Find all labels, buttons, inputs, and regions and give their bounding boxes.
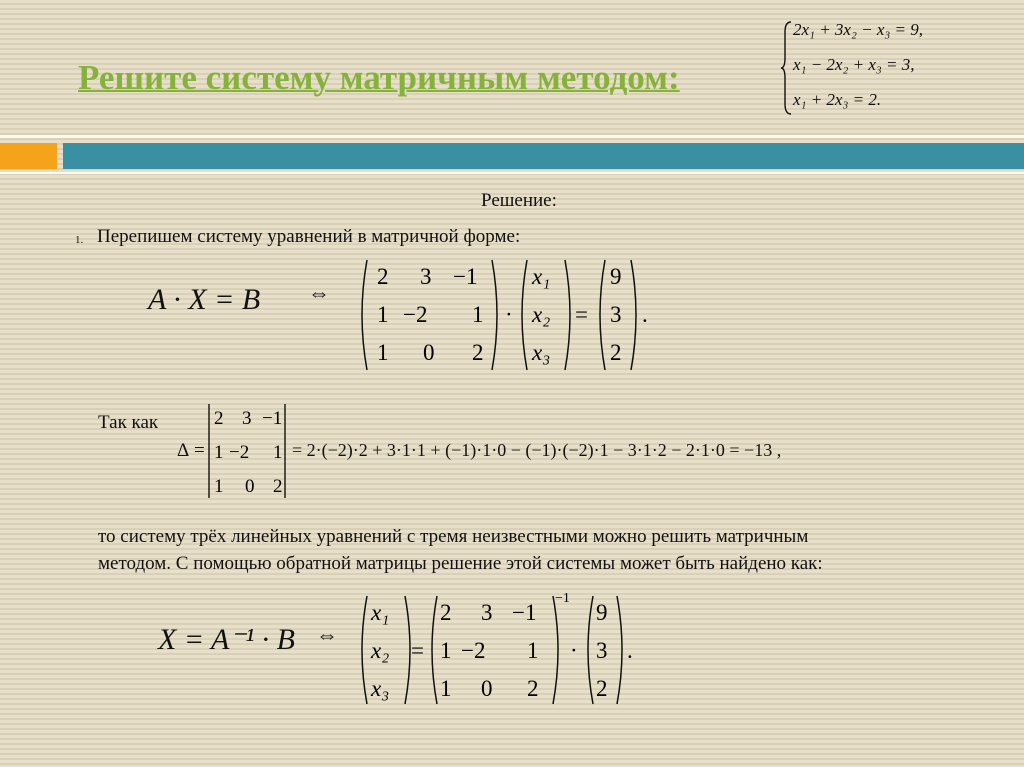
vector-b-cell: 2 <box>610 340 622 365</box>
slide-title: Решите систему матричным методом: <box>78 58 680 97</box>
vector-x-cell: x₃ <box>532 340 551 365</box>
accent-bar-teal <box>63 143 1024 169</box>
dot-operator: · <box>570 638 578 663</box>
vector-x-left-paren <box>362 596 367 704</box>
vector-b-right-paren <box>631 260 636 370</box>
det-cell: 1 <box>273 442 283 463</box>
equals-sign: = <box>194 440 205 461</box>
det-cell: −1 <box>262 408 283 429</box>
vector-x-cell: x₂ <box>532 302 551 327</box>
matrix-a-cell: −1 <box>453 264 478 289</box>
det-cell: 0 <box>245 476 255 497</box>
matrix-a-cell: −1 <box>512 600 537 625</box>
matrix-a-cell: 1 <box>440 676 452 701</box>
matrix-a-cell: 1 <box>527 638 539 663</box>
matrix-equation: A · X = B <box>148 283 261 316</box>
conclusion-line-1: то систему трёх линейных уравнений с тремя неизвестными можно решить матричным <box>98 526 809 547</box>
matrix-a-cell: 1 <box>440 638 452 663</box>
solution-heading: Решение: <box>481 190 557 211</box>
matrix-a-cell: 0 <box>423 340 435 365</box>
inverse-equation: X = A⁻¹ · B <box>158 623 296 656</box>
matrix-a-cell: 1 <box>377 302 389 327</box>
accent-bar-orange <box>0 143 57 169</box>
inverse-exponent: −1 <box>555 591 570 606</box>
det-cell: 2 <box>214 408 224 429</box>
vector-x-cell: x₂ <box>371 638 390 663</box>
vector-b-cell: 2 <box>596 676 608 701</box>
vector-x-cell: x₁ <box>532 264 551 289</box>
vector-b-cell: 9 <box>596 600 608 625</box>
matrix-a-cell: 2 <box>440 600 452 625</box>
matrix-a-cell: −2 <box>403 302 428 327</box>
step-number: 1. <box>75 234 84 246</box>
equivalence-icon: ⇔ <box>316 622 338 647</box>
inverse-matrix-form <box>355 590 645 710</box>
matrix-a-cell: 2 <box>377 264 389 289</box>
divider-line-lower <box>0 172 1024 174</box>
matrix-a-left-paren <box>432 596 437 704</box>
matrix-a-right-paren <box>553 596 558 704</box>
matrix-a-cell: 3 <box>481 600 493 625</box>
vector-x-cell: x₁ <box>371 600 390 625</box>
matrix-a-cell: 2 <box>527 676 539 701</box>
det-cell: 1 <box>214 442 224 463</box>
vector-x-cell: x₃ <box>371 676 390 701</box>
equivalence-icon: ⇔ <box>308 280 330 305</box>
conclusion-line-2: методом. С помощью обратной матрицы решение этой системы может быть найдено как: <box>98 553 823 574</box>
matrix-a-cell: −2 <box>461 638 486 663</box>
vector-x-right-paren <box>405 596 410 704</box>
det-cell: 2 <box>273 476 283 497</box>
since-text: Так как <box>98 412 159 433</box>
period: . <box>642 302 648 327</box>
vector-b-left-paren <box>588 596 593 704</box>
equation-system <box>781 18 971 118</box>
matrix-a-cell: 0 <box>481 676 493 701</box>
matrix-a-cell: 1 <box>377 340 389 365</box>
det-cell: −2 <box>229 442 250 463</box>
divider-line <box>0 135 1024 138</box>
det-cell: 1 <box>214 476 224 497</box>
determinant-matrix <box>205 402 290 500</box>
equation-3: x₁ + 2x₃ = 2. <box>793 90 882 109</box>
matrix-a-cell: 2 <box>472 340 484 365</box>
vector-b-cell: 3 <box>610 302 622 327</box>
matrix-a-cell: 3 <box>420 264 432 289</box>
vector-b-left-paren <box>600 260 605 370</box>
vector-b-right-paren <box>617 596 622 704</box>
equals-sign: = <box>575 302 588 327</box>
equals-sign: = <box>411 638 424 663</box>
step-1-text: Перепишем систему уравнений в матричной форме: <box>97 226 521 247</box>
vector-b-cell: 3 <box>596 638 608 663</box>
left-brace-icon <box>781 18 793 118</box>
determinant-expansion: = 2·(−2)·2 + 3·1·1 + (−1)·1·0 − (−1)·(−2)·1 − 3·1·2 − 2·1·0 = −13 , <box>292 440 782 460</box>
delta-symbol: Δ <box>177 440 190 461</box>
vector-b-cell: 9 <box>610 264 622 289</box>
period: . <box>627 638 633 663</box>
det-cell: 3 <box>242 408 252 429</box>
dot-operator: · <box>505 302 513 327</box>
equation-2: x₁ − 2x₂ + x₃ = 3, <box>793 55 915 74</box>
vector-x-right-paren <box>565 260 570 370</box>
matrix-form <box>355 258 655 373</box>
vector-x-left-paren <box>522 260 527 370</box>
matrix-a-cell: 1 <box>472 302 484 327</box>
equation-1: 2x₁ + 3x₂ − x₃ = 9, <box>793 20 924 39</box>
matrix-a-left-paren <box>362 260 367 370</box>
matrix-a-right-paren <box>492 260 497 370</box>
